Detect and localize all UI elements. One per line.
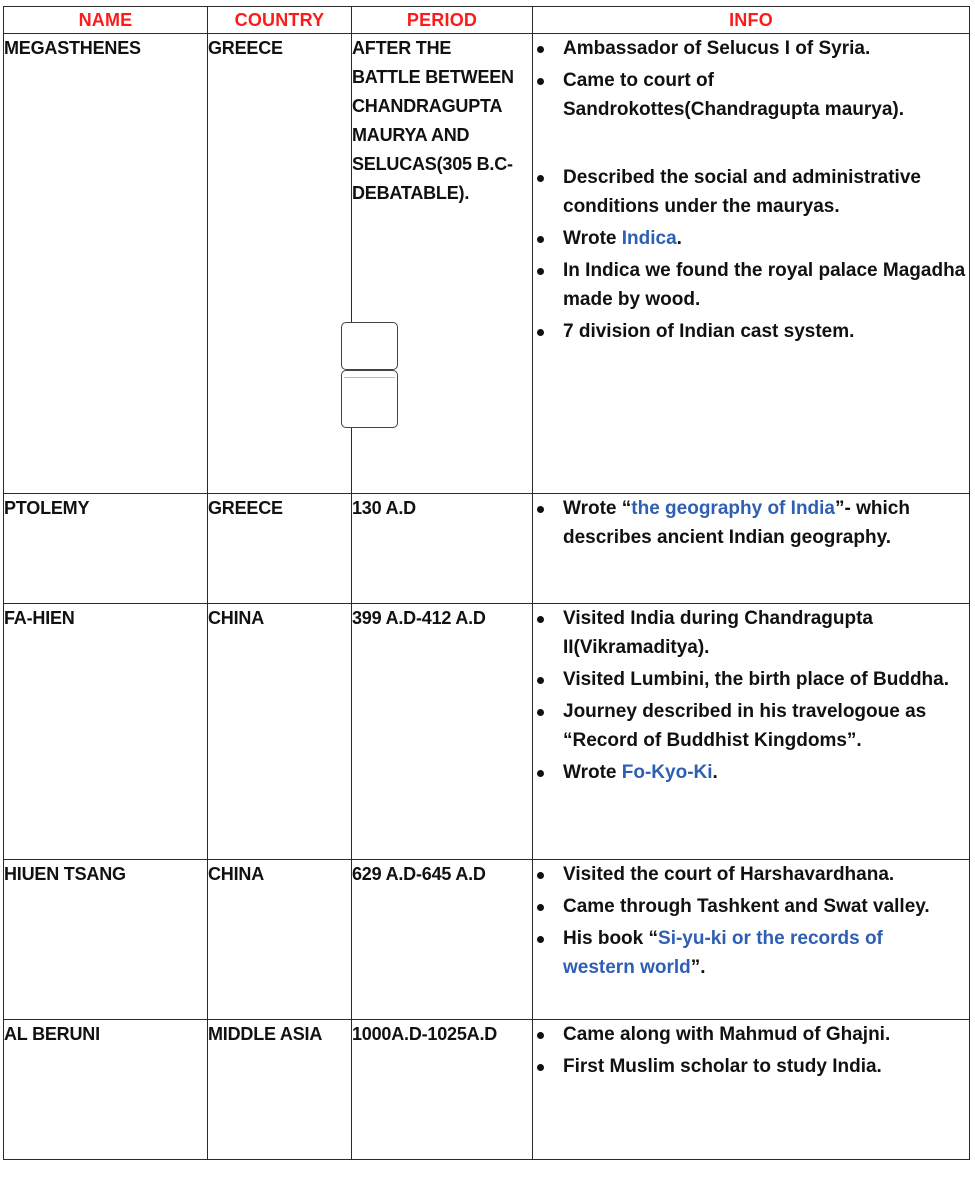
traveller-country: GREECE (208, 34, 352, 494)
table-row (4, 494, 970, 604)
period-line: 399 A.D-412 A.D (352, 608, 486, 628)
info-bullet: Came through Tashkent and Swat valley. (533, 892, 969, 921)
traveller-period (352, 494, 533, 604)
traveller-name: MEGASTHENES (4, 34, 208, 494)
info-bullet: Journey described in his travelogoue as “Record of Buddhist Kingdoms”. (533, 697, 969, 755)
traveller-country: GREECE (208, 494, 352, 604)
period-line: 629 A.D-645 A.D (352, 864, 486, 884)
embedded-object-frame-bottom (341, 370, 398, 428)
info-text: . (676, 228, 682, 249)
traveller-info (533, 494, 970, 604)
table-row (4, 604, 970, 860)
traveller-country: MIDDLE ASIA (208, 1020, 352, 1160)
traveller-period (352, 1020, 533, 1160)
info-list (533, 494, 969, 552)
book-link: Si-yu-ki or the records of western world (563, 928, 920, 978)
table-row (4, 860, 970, 1020)
info-text: His book “ (563, 928, 659, 949)
info-bullet: In Indica we found the royal palace Magadha made by wood. (533, 256, 969, 314)
traveller-name: AL BERUNI (4, 1020, 208, 1160)
traveller-info (533, 604, 970, 860)
info-text: ”. (690, 957, 706, 978)
header-period: PERIOD (352, 7, 533, 34)
period-line: CHANDRAGUPTA (352, 96, 503, 116)
info-text: . (712, 762, 718, 783)
header-info: INFO (533, 7, 970, 34)
traveller-info (533, 860, 970, 1020)
traveller-info (533, 34, 970, 494)
info-text: Wrote (563, 762, 622, 783)
period-line: 130 A.D (352, 498, 416, 518)
info-list (533, 860, 969, 982)
period-line: BATTLE BETWEEN (352, 67, 514, 87)
header-row (4, 7, 970, 34)
info-bullet: Came to court of Sandrokottes(Chandragupta maurya). (533, 66, 969, 124)
period-line: SELUCAS(305 B.C- (352, 154, 513, 174)
info-text: Wrote “ (563, 498, 632, 519)
table-row (4, 34, 970, 494)
info-text: ”- which describes ancient Indian geography. (563, 498, 910, 548)
info-bullet (533, 494, 969, 552)
traveller-info (533, 1020, 970, 1160)
info-bullet: Visited the court of Harshavardhana. (533, 860, 969, 889)
header-name: NAME (4, 7, 208, 34)
info-bullet: Visited India during Chandragupta II(Vikramaditya). (533, 604, 969, 662)
book-link: Fo-Kyo-Ki (621, 762, 713, 783)
traveller-name: HIUEN TSANG (4, 860, 208, 1020)
info-bullet (533, 758, 969, 787)
info-list (533, 34, 969, 346)
book-link: Indica (621, 228, 677, 249)
traveller-country: CHINA (208, 860, 352, 1020)
info-bullet: Came along with Mahmud of Ghajni. (533, 1020, 969, 1049)
table-row (4, 1020, 970, 1160)
info-list (533, 604, 969, 787)
period-line: 1000A.D-1025A.D (352, 1024, 498, 1044)
traveller-period (352, 604, 533, 860)
info-bullet: Visited Lumbini, the birth place of Buddha. (533, 665, 969, 694)
info-list (533, 1020, 969, 1081)
info-bullet: First Muslim scholar to study India. (533, 1052, 969, 1081)
book-link: the geography of India (631, 498, 835, 519)
info-text: Wrote (563, 228, 622, 249)
period-line: DEBATABLE). (352, 183, 470, 203)
traveller-country: CHINA (208, 604, 352, 860)
info-bullet (533, 224, 969, 253)
traveller-period (352, 860, 533, 1020)
period-line: AFTER THE (352, 38, 452, 58)
header-country: COUNTRY (208, 7, 352, 34)
period-line: MAURYA AND (352, 125, 470, 145)
info-bullet (533, 924, 969, 982)
info-bullet: 7 division of Indian cast system. (533, 317, 969, 346)
traveller-name: PTOLEMY (4, 494, 208, 604)
info-bullet: Ambassador of Selucus I of Syria. (533, 34, 969, 63)
traveller-name: FA-HIEN (4, 604, 208, 860)
embedded-object-frame-top (341, 322, 398, 370)
foreign-travellers-table (3, 6, 970, 1160)
info-bullet: Described the social and administrative conditions under the mauryas. (533, 163, 969, 221)
